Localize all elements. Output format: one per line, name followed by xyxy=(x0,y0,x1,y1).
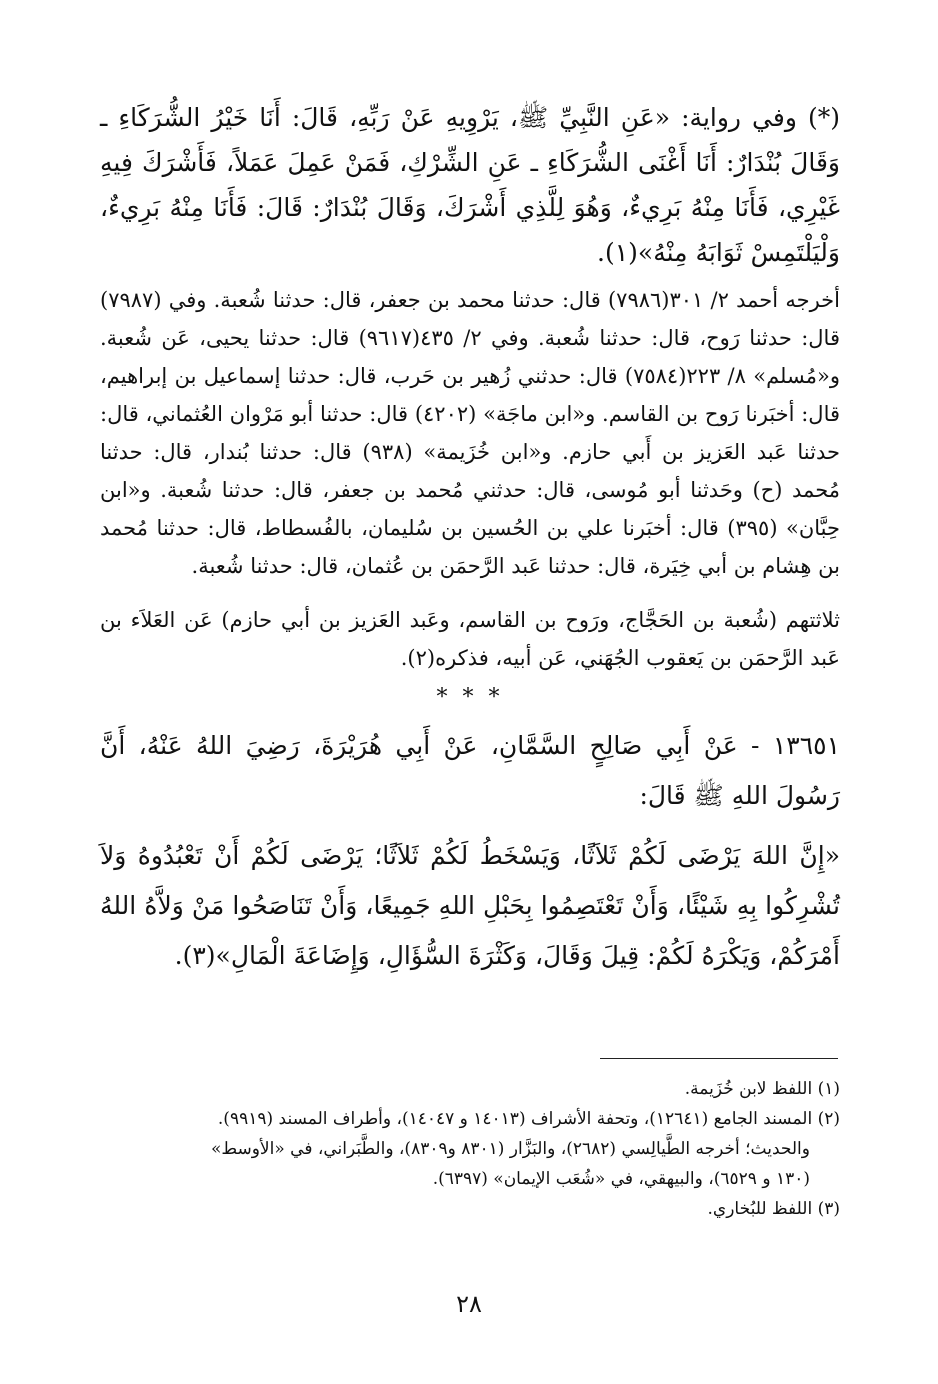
footnote-1: (١) اللفظ لابن خُزَيمة. xyxy=(684,1079,840,1099)
footnote-divider xyxy=(600,1058,838,1059)
hadith-heading: ١٣٦٥١ - عَنْ أَبِي صَالِحٍ السَّمَّانِ، عَنْ أَبِي هُرَيْرَةَ، رَضِيَ اللهُ عَنْهُ، أَنَّ رَسُولَ اللهِ ﷺ قَالَ: xyxy=(100,731,840,810)
footnote-3: (٣) اللفظ للبُخاري. xyxy=(707,1199,840,1219)
footnote-2: (٢) المسند الجامع (١٢٦٤١)، وتحفة الأشراف (١٤٠١٣ و ١٤٠٤٧)، وأطراف المسند (٩٩١٩). xyxy=(217,1109,840,1129)
section-separator: * * * xyxy=(436,685,504,710)
footnote-2-continuation-2: (١٣٠ و ٦٥٢٩)، والبيهقي، في «شُعَب الإيمان» (٦٣٩٧). xyxy=(432,1169,810,1189)
footnotes xyxy=(100,1074,840,1224)
page-number: ٢٨ xyxy=(456,1290,482,1318)
takhrij-paragraph: أخرجه أحمد ٢/ ٣٠١(٧٩٨٦) قال: حدثنا محمد بن جعفر، قال: حدثنا شُعبة. وفي (٧٩٨٧) قال: حدثنا رَوح، قال: حدثنا شُعبة. وفي ٢/ ٤٣٥(٩٦١٧) قال: حدثنا يحيى، عَن شُعبة. و«مُسلم» ٨/ ٢٢٣(٧٥٨٤) قال: حدثني زُهير بن حَرب، قال: حدثنا إسماعيل بن إبراهيم، قال: أخبَرنا رَوح بن القاسم. و«ابن ماجَة» (٤٢٠٢) قال: حدثنا أبو مَرْوان العُثماني، قال: حدثنا عَبد العَزيز بن أَبي حازم. و«ابن خُزَيمة» (٩٣٨) قال: حدثنا بُندار، قال: حدثنا مُحمد (ح) وحَدثنا أبو مُوسى، قال: حدثني مُحمد بن جعفر، قال: حدثنا شُعبة. و«ابن حِبَّان» (٣٩٥) قال: أخبَرنا علي بن الحُسين بن سُليمان، بالفُسطاط، قال: حدثنا مُحمد بن هِشام بن أبي خِيَرة، قال: حدثنا عَبد الرَّحمَن بن عُثمان، قال: حدثنا شُعبة. xyxy=(100,288,841,578)
chain-summary-paragraph: ثلاثتهم (شُعبة بن الحَجَّاج، ورَوح بن القاسم، وعَبد العَزيز بن أبي حازم) عَن العَلاَء بن عَبد الرَّحمَن بن يَعقوب الجُهَني، عَن أبيه، فذكره(٢). xyxy=(100,608,840,670)
footnote-2-continuation: والحديث؛ أخرجه الطَّيالِسي (٢٦٨٢)، والبَزَّار (٨٣٠١ و٨٣٠٩)، والطَّبَراني، في «الأوسط» xyxy=(210,1139,810,1159)
page-body xyxy=(100,95,840,981)
narration-variant-paragraph: (*) وفي رواية: «عَنِ النَّبِيِّ ﷺ، يَرْوِيهِ عَنْ رَبِّهِ، قَالَ: أَنَا خَيْرُ الشُّرَكَاءِ ـ وَقَالَ بُنْدَارٌ: أَنَا أَغْنَى الشُّرَكَاءِ ـ عَنِ الشِّرْكِ، فَمَنْ عَمِلَ عَمَلاً، فَأَشْرَكَ فِيهِ غَيْرِي، فَأَنَا مِنْهُ بَرِيءٌ، وَهُوَ لِلَّذِي أَشْرَكَ، وَقَالَ بُنْدَارٌ: قَالَ: فَأَنَا مِنْهُ بَرِيءٌ، وَلْيَلْتَمِسْ ثَوَابَهُ مِنْهُ»(١). xyxy=(100,103,840,267)
hadith-text: «إِنَّ اللهَ يَرْضَى لَكُمْ ثَلاَثًا، وَيَسْخَطُ لَكُمْ ثَلاَثًا؛ يَرْضَى لَكُمْ أَنْ تَعْبُدُوهُ وَلاَ تُشْرِكُوا بِهِ شَيْئًا، وَأَنْ تَعْتَصِمُوا بِحَبْلِ اللهِ جَمِيعًا، وَأَنْ تَنَاصَحُوا مَنْ وَلاَّهُ اللهُ أَمْرَكُمْ، وَيَكْرَهُ لَكُمْ: قِيلَ وَقَالَ، وَكَثْرَةَ السُّؤَالِ، وَإِضَاعَةَ الْمَالِ»(٣). xyxy=(100,841,840,970)
